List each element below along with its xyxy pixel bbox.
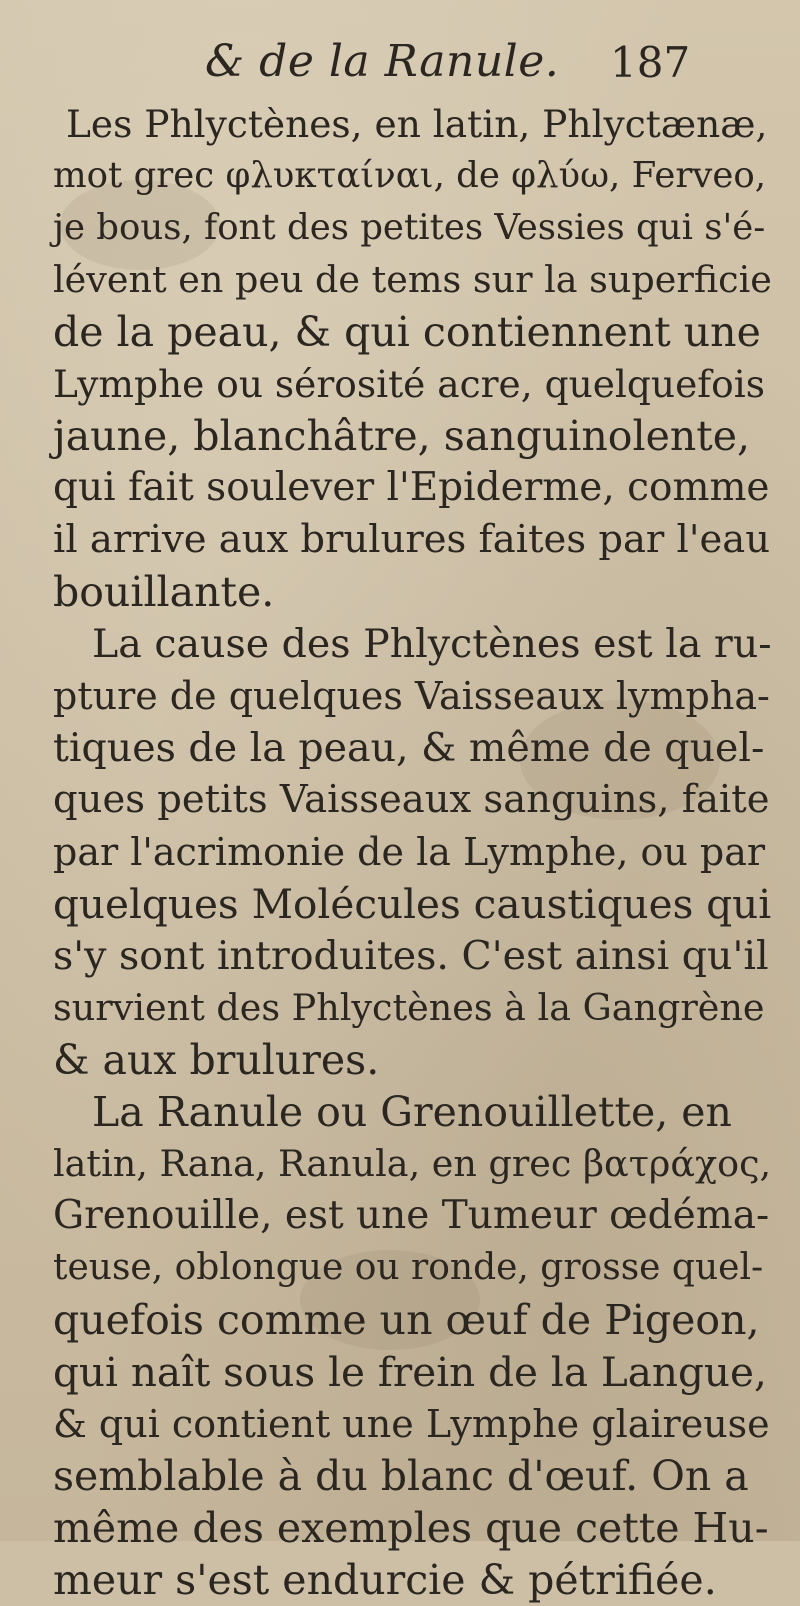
running-title: & de la Ranule.	[205, 36, 560, 87]
text-line: bouillante.	[53, 568, 275, 616]
text-line: meur s'est endurcie & pétrifiée.	[53, 1556, 717, 1604]
text-line: semblable à du blanc d'œuf. On a	[53, 1452, 749, 1500]
text-line: quelques Molécules caustiques qui	[53, 880, 772, 928]
text-line: je bous, font des petites Vessies qui s'é-	[53, 207, 766, 248]
text-line: il arrive aux brulures faites par l'eau	[53, 517, 770, 562]
text-line: qui fait soulever l'Epiderme, comme	[53, 465, 770, 510]
text-line: tiques de la peau, & même de quel-	[53, 725, 765, 771]
text-line: Grenouille, est une Tumeur œdéma-	[53, 1193, 770, 1238]
text-line: survient des Phlyctènes à la Gangrène	[53, 986, 765, 1029]
text-line: quefois comme un œuf de Pigeon,	[53, 1296, 760, 1344]
text-line: même des exemples que cette Hu-	[53, 1504, 769, 1552]
text-line: & aux brulures.	[53, 1036, 380, 1084]
text-line: Les Phlyctènes, en latin, Phlyctænæ,	[66, 102, 768, 146]
text-line: de la peau, & qui contiennent une	[53, 308, 761, 356]
running-header	[0, 36, 800, 96]
text-line: La cause des Phlyctènes est la ru-	[92, 621, 772, 667]
page-number: 187	[610, 38, 691, 87]
text-line: teuse, oblongue ou ronde, grosse quel-	[53, 1247, 764, 1288]
text-line: jaune, blanchâtre, sanguinolente,	[53, 412, 751, 460]
text-line: qui naît sous le frein de la Langue,	[53, 1348, 767, 1396]
text-line: mot grec φλυκταίναι, de φλύω, Ferveo,	[53, 155, 767, 196]
text-line: & qui contient une Lymphe glaireuse	[53, 1402, 770, 1446]
text-line: s'y sont introduites. C'est ainsi qu'il	[53, 933, 769, 979]
text-line: latin, Rana, Ranula, en grec βατράχος,	[53, 1142, 772, 1185]
text-line: par l'acrimonie de la Lymphe, ou par	[53, 830, 766, 874]
text-line: La Ranule ou Grenouillette, en	[92, 1088, 732, 1136]
text-line: pture de quelques Vaisseaux lympha-	[53, 674, 770, 718]
text-line: ques petits Vaisseaux sanguins, faite	[53, 777, 770, 822]
text-line: Lymphe ou sérosité acre, quelquefois	[53, 362, 765, 406]
text-line: lévent en peu de tems sur la superficie	[53, 258, 772, 301]
